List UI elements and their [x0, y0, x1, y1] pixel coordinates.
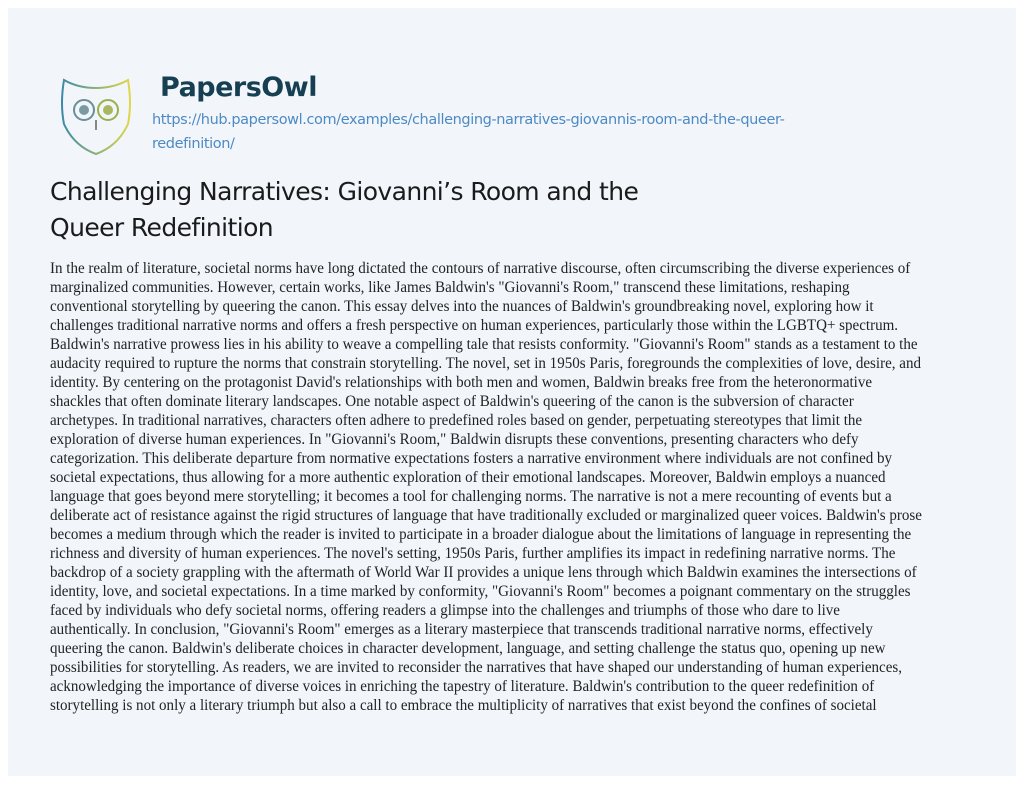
url-line: redefinition/: [152, 136, 235, 152]
essay-line: shackles that often dominate literary landscapes. One notable aspect of Baldwin's queering of the canon is the subversion of character: [50, 393, 854, 410]
page-title: [50, 174, 638, 246]
essay-line: queering the canon. Baldwin's deliberate choices in character development, language, and setting challenge the status quo, opening up new: [50, 640, 886, 657]
essay-line: faced by individuals who defy societal norms, offering readers a glimpse into the challenges and triumphs of those who dare to live: [50, 602, 840, 619]
essay-line: possibilities for storytelling. As readers, we are invited to reconsider the narratives that have shaped our understanding of human experiences,: [50, 659, 903, 676]
essay-line: societal expectations, thus allowing for a more authentic exploration of their emotional landscapes. Moreover, Baldwin employs a nuanced: [50, 469, 886, 486]
essay-line: identity, love, and societal expectations. In a time marked by conformity, "Giovanni's Room" becomes a poignant commentary on the struggles: [50, 583, 911, 600]
essay-line: acknowledging the importance of diverse voices in enriching the tapestry of literature. Baldwin's contribution to the queer redefinition of: [50, 678, 875, 695]
url-line: https://hub.papersowl.com/examples/challenging-narratives-giovannis-room-and-the-queer-: [152, 112, 785, 128]
title-line: Challenging Narratives: Giovanni’s Room and the: [50, 177, 639, 206]
essay-line: deliberate act of resistance against the rigid structures of language that have traditionally excluded or marginalized queer voices. Baldwin's prose: [50, 507, 922, 524]
brand-name: PapersOwl: [160, 72, 317, 103]
essay-line: conventional storytelling by queering the canon. This essay delves into the nuances of Baldwin's groundbreaking novel, exploring how it: [50, 298, 874, 315]
essay-line: challenges traditional narrative norms and offers a fresh perspective on human experiences, particularly those within the LGBTQ+ spectrum.: [50, 317, 899, 334]
essay-line: richness and diversity of human experiences. The novel's setting, 1950s Paris, further amplifies its impact in redefining narrative norms. The: [50, 545, 896, 562]
essay-line: audacity required to rupture the norms that constrain storytelling. The novel, set in 1950s Paris, foregrounds the complexities of love, desire, and: [50, 355, 921, 372]
essay-line: In the realm of literature, societal norms have long dictated the contours of narrative discourse, often circumscribing the diverse experiences of: [50, 260, 911, 277]
essay-line: identity. By centering on the protagonist David's relationships with both men and women, Baldwin breaks free from the heteronormative: [50, 374, 873, 391]
essay-line: marginalized communities. However, certain works, like James Baldwin's "Giovanni's Room," transcend these limitations, reshaping: [50, 279, 850, 296]
essay-line: Baldwin's narrative prowess lies in his ability to weave a compelling tale that resists conformity. "Giovanni's Room" stands as a testament to the: [50, 336, 918, 353]
source-url-link[interactable]: [152, 108, 932, 156]
essay-line: categorization. This deliberate departure from normative expectations fosters a narrative environment where individuals are not confined by: [50, 450, 893, 467]
essay-body: [50, 259, 978, 715]
essay-line: becomes a medium through which the reader is invited to participate in a broader dialogue about the limitations of language in representing the: [50, 526, 912, 543]
essay-line: authentically. In conclusion, "Giovanni's Room" emerges as a literary masterpiece that transcends traditional narrative norms, effectively: [50, 621, 873, 638]
title-line: Queer Redefinition: [50, 213, 274, 242]
essay-line: language that goes beyond mere storytelling; it becomes a tool for challenging norms. The narrative is not a mere recounting of events but a: [50, 488, 892, 505]
essay-line: backdrop of a society grappling with the aftermath of World War II provides a unique lens through which Baldwin examines the intersections of: [50, 564, 917, 581]
essay-line: archetypes. In traditional narratives, characters often adhere to predefined roles based on gender, perpetuating stereotypes that limit the: [50, 412, 863, 429]
essay-line: exploration of diverse human experiences. In "Giovanni's Room," Baldwin disrupts these conventions, presenting characters who defy: [50, 431, 859, 448]
owl-logo-icon: [58, 74, 134, 156]
essay-line: storytelling is not only a literary triumph but also a call to embrace the multiplicity of narratives that exist beyond the confines of societal: [50, 697, 877, 714]
